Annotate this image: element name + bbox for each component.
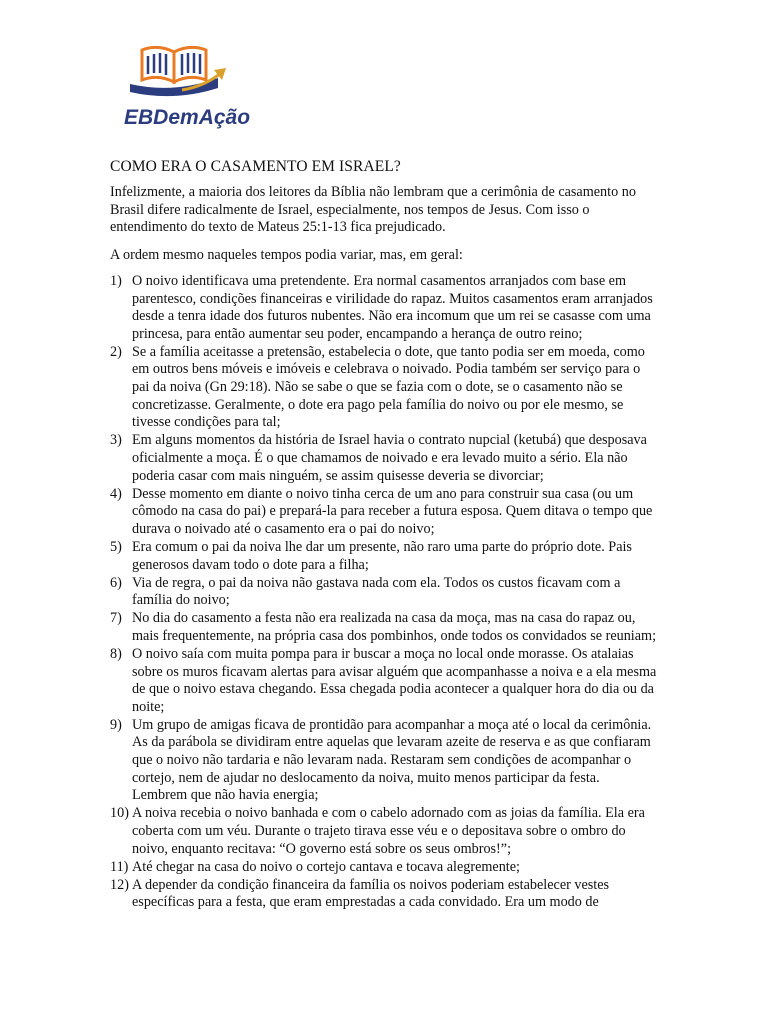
- item-number: 11): [110, 858, 129, 875]
- ebd-em-acao-logo: [122, 40, 251, 130]
- item-number: 6): [110, 574, 122, 591]
- list-item: [110, 432, 658, 485]
- item-number: 7): [110, 610, 122, 627]
- item-text: Se a família aceitasse a pretensão, estabelecia o dote, que tanto podia ser em moeda, como em outros bens móveis e imóveis e celebrava o noivado. Podia também ser serviço para o pai da noiva (Gn 29:18). Não se sabe o que se fazia com o dote, se o casamento não se concretizasse. Geralmente, o dote era pago pela família do noivo ou por ele mesmo, se tivesse condições para tal;: [132, 343, 645, 431]
- item-text: Via de regra, o pai da noiva não gastava nada com ela. Todos os custos ficavam com a família do noivo;: [132, 574, 621, 609]
- item-text: O noivo saía com muita pompa para ir buscar a moça no local onde morasse. Os atalaias sobre os muros ficavam alertas para avisar alguém que acompanhasse a noiva e a ela mesma de que o noivo estava chegando. Essa chegada podia acontecer a qualquer hora do dia ou da noite;: [132, 645, 657, 715]
- item-text: Em alguns momentos da história de Israel havia o contrato nupcial (ketubá) que desposava oficialmente a moça. É o que chamamos de noivado e era levado muito a sério. Ela não poderia casar com mais ninguém, se assim quisesse deveria se divorciar;: [132, 432, 647, 484]
- numbered-list: [110, 273, 658, 912]
- list-item: [110, 273, 658, 343]
- item-number: 2): [110, 343, 122, 360]
- item-number: 12): [110, 876, 129, 893]
- item-text: O noivo identificava uma pretendente. Era normal casamentos arranjados com base em parentesco, condições financeiras e virilidade do rapaz. Muitos casamentos eram arranjados desde a tenra idade dos futuros nubentes. Não era incomum que um rei se casasse com uma princesa, para então aumentar seu poder, encampando a herança de outro reino;: [132, 273, 653, 342]
- list-item: [110, 805, 658, 858]
- item-number: 9): [110, 716, 122, 733]
- logo-text: EBDemAção: [124, 106, 251, 129]
- item-number: 8): [110, 645, 122, 662]
- intro-paragraph: Infelizmente, a maioria dos leitores da Bíblia não lembram que a cerimônia de casamento no Brasil difere radicalmente de Israel, especialmente, nos tempos de Jesus. Com isso o entendimento do texto de Mateus 25:1-13 fica prejudicado.: [110, 184, 636, 236]
- list-item: [110, 877, 658, 912]
- item-text: A depender da condição financeira da família os noivos poderiam estabelecer vestes específicas para a festa, que eram emprestadas a cada convidado. Era um modo de: [132, 876, 610, 911]
- list-item: [110, 646, 658, 716]
- item-number: 4): [110, 485, 122, 502]
- item-text: Desse momento em diante o noivo tinha cerca de um ano para construir sua casa (ou um cômodo na casa do pai) e prepará-la para receber a futura esposa. Quem ditava o tempo que durava o noivado até o casamento era o pai do noivo;: [132, 485, 653, 537]
- lead-paragraph: A ordem mesmo naqueles tempos podia variar, mas, em geral:: [110, 247, 463, 263]
- item-text: Até chegar na casa do noivo o cortejo cantava e tocava alegremente;: [132, 858, 520, 875]
- item-text: Um grupo de amigas ficava de prontidão para acompanhar a moça até o local da cerimônia. As da parábola se dividiram entre aquelas que levaram azeite de reserva e as que confiaram que o noivo não tardaria e não levaram nada. Restaram sem condições de acompanhar o cortejo, nem de ajudar no deslocamento da noiva, muito menos participar da festa. Lembrem que não havia energia;: [132, 716, 652, 804]
- item-number: 3): [110, 432, 122, 449]
- item-number: 5): [110, 538, 122, 555]
- item-text: No dia do casamento a festa não era realizada na casa da moça, mas na casa do rapaz ou, mais frequentemente, na própria casa dos pombinhos, onde todos os convidados se reuniam;: [132, 610, 657, 644]
- list-item: [110, 486, 658, 539]
- item-number: 1): [110, 273, 122, 289]
- page-title: COMO ERA O CASAMENTO EM ISRAEL?: [110, 158, 401, 175]
- item-text: A noiva recebia o noivo banhada e com o cabelo adornado com as joias da família. Ela era coberta com um véu. Durante o trajeto tirava esse véu e o depositava sobre o ombro do noivo, enquanto recitava: “O governo está sobre os seus ombros!”;: [132, 805, 645, 857]
- item-text: Era comum o pai da noiva lhe dar um presente, não raro uma parte do próprio dote. Pais generosos davam todo o dote para a filha;: [132, 538, 632, 573]
- list-item: [110, 539, 658, 574]
- list-item: [110, 610, 658, 645]
- item-number: 10): [110, 805, 129, 822]
- list-item: [110, 575, 658, 610]
- list-item: [110, 344, 658, 432]
- list-item: [110, 859, 658, 877]
- list-item: [110, 717, 658, 805]
